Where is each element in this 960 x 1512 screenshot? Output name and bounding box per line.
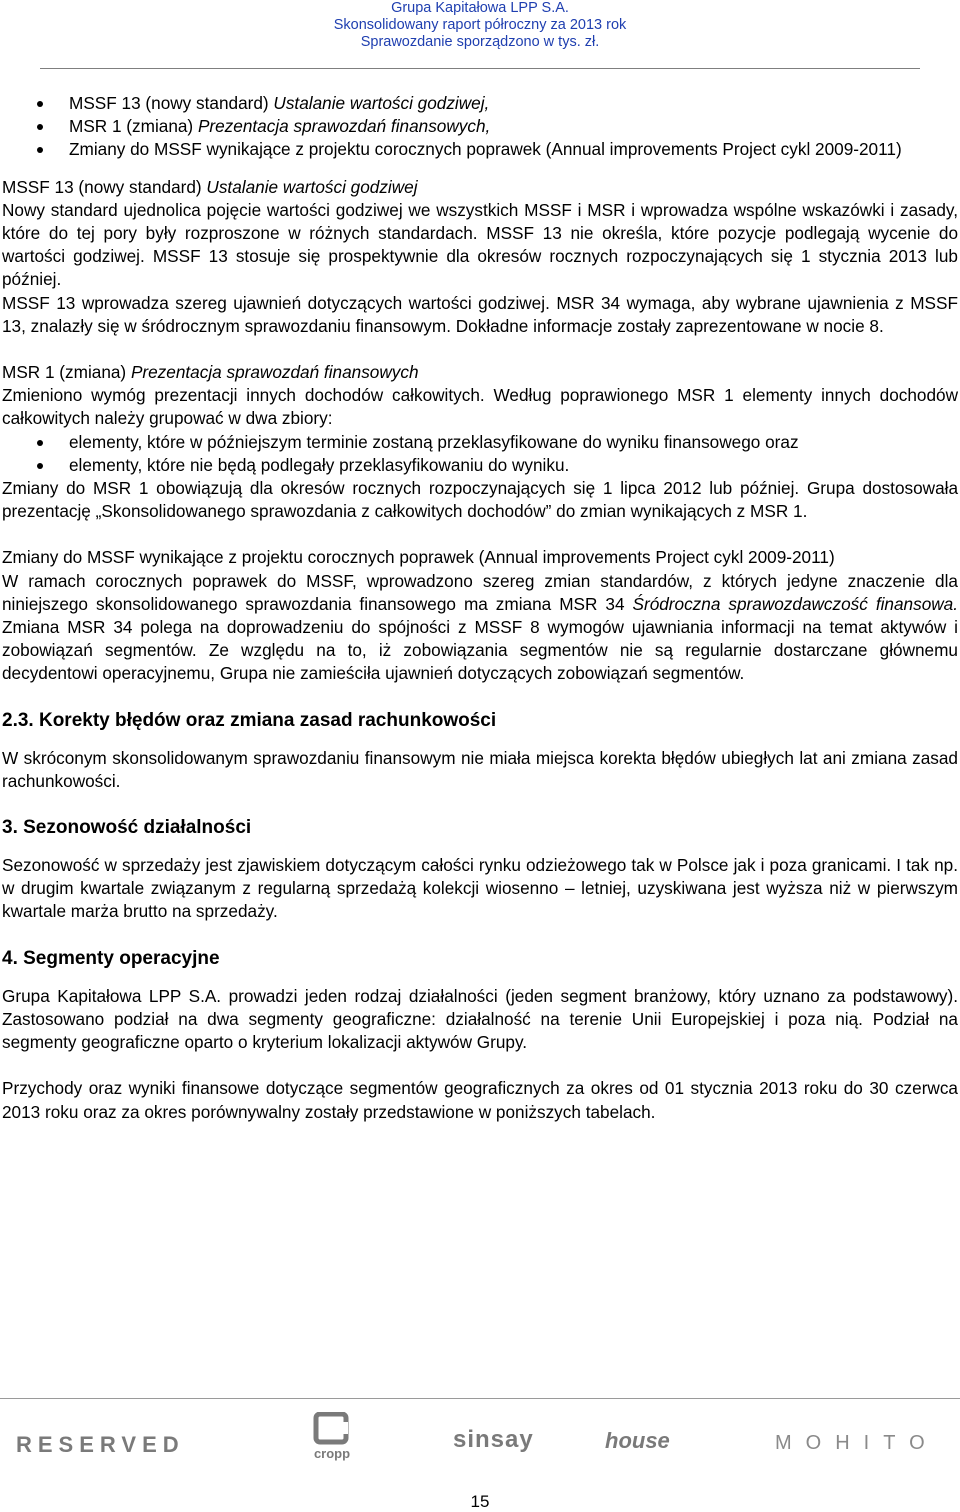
bullet-icon [37,124,43,130]
msr1-effective-paragraph: Zmiany do MSR 1 obowiązują dla okresów rocznych rozpoczynających się 1 lipca 2012 lub później. Grupa dostosowała prezentację „Skonsolidowanego sprawozdania z całkowitych dochodów” do zmian wynikających z MSR 1. [2,478,958,522]
house-logo: house [605,1428,670,1453]
section-3-paragraph: Sezonowość w sprzedaży jest zjawiskiem dotyczącym całości rynku odzieżowego tak w Polsce jak i poza granicami. I tak np. w drugim kwartale związanym z regularną sprzedażą kolekcji wiosenno – letniej, uzyskiwana jest wyższa niż w pierwszym kwartale marża brutto na sprzedaży. [2,855,958,922]
footer-divider [0,1398,960,1399]
section-4-title: 4. Segmenty operacyjne [2,947,220,969]
msr1-paragraph: Zmieniono wymóg prezentacji innych dochodów całkowitych. Według poprawionego MSR 1 elementy innych dochodów całkowitych należy grupować w dwa zbiory: [2,385,958,429]
document-body [2,92,958,1124]
cropp-logo [300,1412,364,1462]
header-currency-note: Sprawozdanie sporządzono w tys. zł. [360,34,600,50]
bullet-icon [37,440,43,446]
cropp-wordmark: cropp [313,1446,351,1461]
mohito-logo: MOHITO [775,1432,939,1454]
annual-improvements-heading: Zmiany do MSSF wynikające z projektu corocznych poprawek (Annual improvements Project cykl 2009-2011) [2,547,835,568]
sinsay-logo: sinsay [453,1426,534,1453]
mssf13-disclosures-paragraph: MSSF 13 wprowadza szereg ujawnień dotyczących wartości godziwej. MSR 34 wymaga, aby wybrane ujawnienia z MSSF 13, znalazły się w śródrocznym sprawozdaniu finansowym. Dokładne informacje zostały zaprezentowane w nocie 8. [2,292,958,336]
bullet-icon [37,463,43,469]
reserved-logo: RESERVED [16,1432,185,1457]
section-2-3-title: 2.3. Korekty błędów oraz zmiana zasad rachunkowości [2,709,497,731]
bullet-icon [37,101,43,107]
annual-improvements-paragraph: W ramach corocznych poprawek do MSSF, wprowadzono szereg zmian standardów, z których jedyne znaczenie dla niniejszego skonsolidowanego sprawozdania finansowego ma zmiana MSR 34 Śródroczna sprawozdawczość finansowa. Zmiana MSR 34 polega na doprowadzeniu do spójności z MSSF 8 wymogów ujawniania informacji na temat aktywów i zobowiązań segmentów. Ze względu na to, iż zobowiązania segmentów nie są regularnie dostarczane głównemu decydentowi operacyjnemu, Grupa nie zamieściła ujawnień dotyczących zobowiązań segmentów. [2,570,959,684]
bullet-icon [37,147,43,153]
msr1-heading: MSR 1 (zmiana) Prezentacja sprawozdań finansowych [2,362,419,383]
cropp-c-icon [300,1412,364,1462]
list-item: MSR 1 (zmiana) Prezentacja sprawozdań finansowych, [2,115,958,138]
section-4-revenue-paragraph: Przychody oraz wyniki finansowe dotyczące segmentów geograficznych za okres od 01 stycznia 2013 roku do 30 czerwca 2013 roku oraz za okres porównywalny zostały przedstawione w poniższych tabelach. [2,1078,958,1122]
section-2-3-paragraph: W skróconym skonsolidowanym sprawozdaniu finansowym nie miała miejsca korekta błędów ubiegłych lat ani zmiana zasad rachunkowości. [2,747,958,791]
list-item: elementy, które w późniejszym terminie zostaną przeklasyfikowane do wyniku finansowego oraz [2,431,958,454]
list-item: MSSF 13 (nowy standard) Ustalanie wartości godziwej, [2,92,958,115]
page-number: 15 [470,1492,490,1511]
mssf13-heading: MSSF 13 (nowy standard) Ustalanie wartości godziwej [2,176,418,197]
list-item: elementy, które nie będą podlegały przeklasyfikowaniu do wyniku. [2,454,958,477]
section-3-title: 3. Sezonowość działalności [2,817,252,839]
document-header [0,0,960,51]
standards-list [2,92,958,162]
header-divider [40,68,920,69]
brand-logos [0,1410,960,1470]
header-company: Grupa Kapitałowa LPP S.A. [391,0,569,16]
list-item: Zmiany do MSSF wynikające z projektu corocznych poprawek (Annual improvements Project cykl 2009-2011) [2,138,958,161]
mssf13-paragraph: Nowy standard ujednolica pojęcie wartości godziwej we wszystkich MSSF i MSR i wprowadza wspólne wskazówki i zasady, które do tej pory były rozproszone w różnych standardach. MSSF 13 nie określa, które pozycje podlegają wycenie do wartości godziwej. MSSF 13 stosuje się prospektywnie dla okresów rocznych rozpoczynających się 1 stycznia 2013 lub później. [2,199,958,290]
msr1-list [2,431,958,477]
header-report-title: Skonsolidowany raport półroczny za 2013 rok [333,17,627,33]
section-4-paragraph: Grupa Kapitałowa LPP S.A. prowadzi jeden rodzaj działalności (jeden segment branżowy, który uznano za podstawowy). Zastosowano podział na dwa segmenty geograficzne: działalność na terenie Unii Europejskiej i poza nią. Podział na segmenty geograficzne oparto o kryterium lokalizacji aktywów Grupy. [2,985,958,1053]
